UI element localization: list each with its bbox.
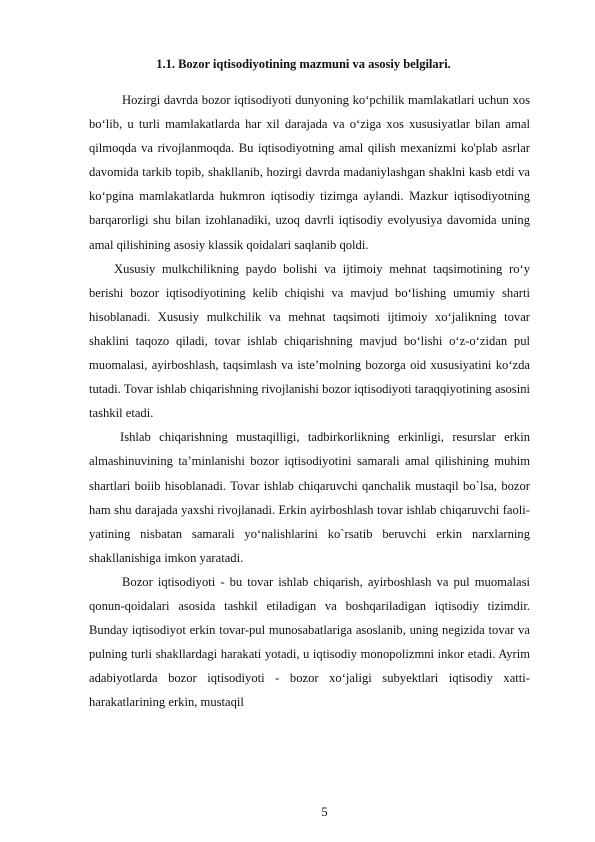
paragraph: Xususiy mulkchilikning paydo bolishi va ijtimoiy mehnat taqsimotining ro‘y berishi bozor iqtisodiyotining kelib chiqishi va mavjud bo‘lishing umumiy sharti hisoblanadi. Xususiy mulkchilik va mehnat taqsimoti ijtimoiy xo‘jalikning tovar shaklini taqozo qiladi, tovar ishlab chiqarishning mavjud bo‘lishi o‘z-o‘zidan pul muomalasi, ayirboshlash, taqsimlash va iste’molning bozorga oid xususiyatini ko‘zda tutadi. Tovar ishlab chiqarishning rivojlanishi bozor iqtisodiyoti taraqqiyotining asosini tashkil etadi.: [89, 261, 530, 421]
page-number: 5: [321, 805, 328, 819]
paragraph: Bozor iqtisodiyoti - bu tovar ishlab chiqarish, ayirboshlash va pul muomalasi qonun-qoidalari asosida tashkil etiladigan va boshqariladigan iqtisodiy tizimdir. Bunday iqtisodiyot erkin tovar-pul munosabatlariga asoslanib, uning negizida tovar va pulning turli shakllardagi harakati yotadi, u iqtisodiy monopolizmni inkor etadi. Ayrim adabiyotlarda bozor iqtisodiyoti - bozor xo‘jaligi subyektlari iqtisodiy xatti-harakatlarining erkin, mustaqil: [89, 574, 530, 710]
body-text: [89, 88, 530, 714]
paragraph: Ishlab chiqarishning mustaqilligi, tadbirkorlikning erkinligi, resurslar erkin almashinuvining ta’minlanishi bozor iqtisodiyotini samarali amal qilishining muhim shartlari boiib hisoblanadi. Tovar ishlab chiqaruvchi qanchalik mustaqil bo`lsa, bozor ham shu darajada yaxshi rivojlanadi. Erkin ayirboshlash tovar ishlab chiqaruvchi faoli- yatining nisbatan samarali yo‘nalishlarini ko`rsatib beruvchi erkin narxlarning shakllanishiga imkon yaratadi.: [89, 430, 530, 565]
paragraph: Hozirgi davrda bozor iqtisodiyoti dunyoning ko‘pchilik mamlakatlari uchun xos bo‘lib, u turli mamlakatlarda har xil darajada va o‘ziga xos xususiyatlar bilan amal qilmoqda va rivojlanmoqda. Bu iqtisodiyotning amal qilish mexanizmi ko'plab asrlar davomida tarkib topib, shakllanib, hozirgi davrda madaniylashgan shaklni kasb etdi va ko‘pgina mamlakatlarda hukmron iqtisodiy tizimga aylandi. Mazkur iqtisodiyotning barqarorligi shu bilan izohlanadiki, uzoq davrli iqtisodiy evolyusiya davomida uning amal qilishining asosiy klassik qoidalari saqlanib qoldi.: [89, 93, 530, 252]
section-heading: 1.1. Bozor iqtisodiyotining mazmuni va asosiy belgilari.: [156, 57, 451, 71]
